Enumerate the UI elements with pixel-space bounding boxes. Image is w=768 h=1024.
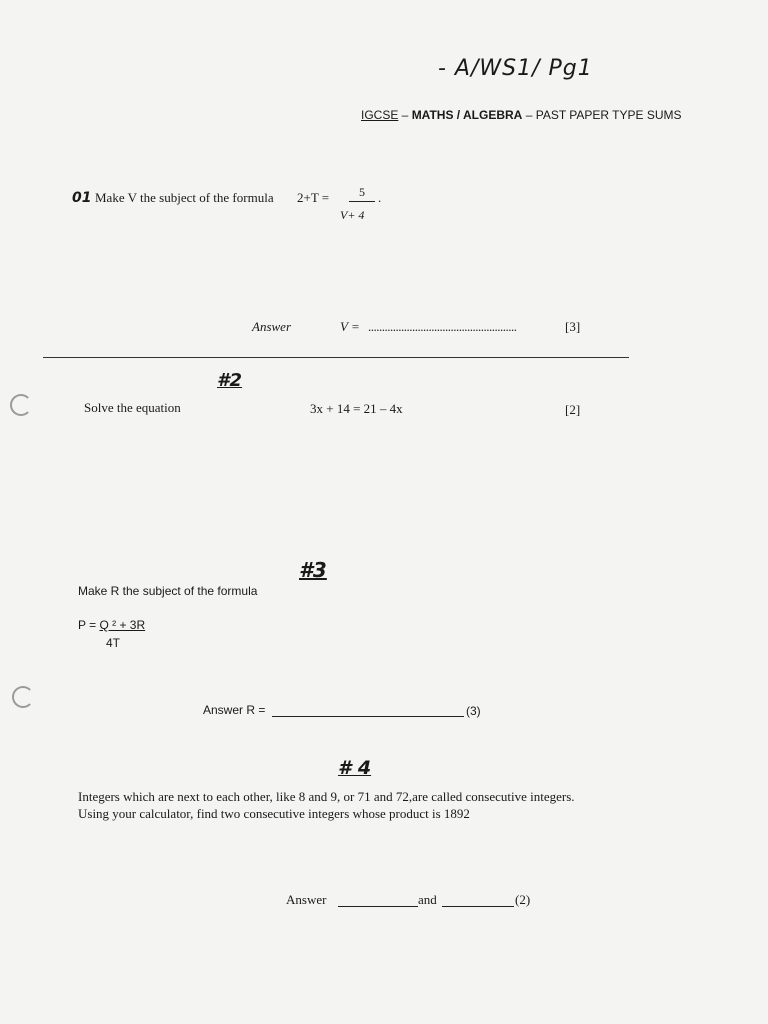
q4-answer-label: Answer bbox=[286, 892, 327, 907]
punch-hole-top bbox=[10, 394, 32, 416]
header-dash: – bbox=[398, 108, 412, 122]
page-code: - A/WS1/ Pg1 bbox=[438, 56, 593, 81]
header-igcse: IGCSE bbox=[361, 108, 399, 122]
q4-number: # 4 bbox=[338, 757, 372, 779]
q3-formula bbox=[78, 618, 145, 632]
q3-formula-numerator: Q ² + 3R bbox=[99, 618, 146, 632]
header-subject: MATHS / ALGEBRA bbox=[411, 108, 523, 122]
q3-answer-label: Answer R = bbox=[203, 703, 266, 717]
q3-formula-denominator: 4T bbox=[106, 636, 121, 650]
q1-number: 01 bbox=[72, 190, 92, 206]
q4-answer-field-1[interactable] bbox=[338, 906, 418, 907]
q1-fraction-denominator: V+ 4 bbox=[340, 208, 365, 222]
q4-text-line2: Using your calculator, find two consecutive integers whose product is 1892 bbox=[78, 806, 470, 821]
header-type: PAST PAPER TYPE SUMS bbox=[535, 108, 682, 122]
q3-number: #3 bbox=[299, 558, 327, 582]
q1-text: Make V the subject of the formula bbox=[95, 190, 274, 205]
q1-formula-end: . bbox=[378, 190, 382, 205]
q2-text: Solve the equation bbox=[84, 400, 181, 415]
q4-text-line1: Integers which are next to each other, like 8 and 9, or 71 and 72,are called consecutive integers. bbox=[78, 789, 575, 804]
q3-formula-lhs: P = bbox=[78, 618, 100, 632]
q1-answer-var: V = bbox=[340, 319, 360, 334]
q1-marks: [3] bbox=[565, 319, 581, 334]
q1-answer-label: Answer bbox=[252, 319, 291, 334]
q3-answer-field[interactable] bbox=[272, 716, 464, 717]
q2-number: #2 bbox=[217, 370, 243, 391]
q4-answer-and: and bbox=[418, 892, 437, 907]
q4-answer-field-2[interactable] bbox=[442, 906, 514, 907]
q2-equation: 3x + 14 = 21 – 4x bbox=[310, 401, 403, 416]
q3-text: Make R the subject of the formula bbox=[78, 584, 258, 598]
q3-marks: (3) bbox=[466, 704, 481, 718]
document-header bbox=[361, 108, 682, 122]
q4-marks: (2) bbox=[515, 892, 531, 907]
q1-fraction-numerator: 5 bbox=[349, 185, 375, 202]
q1-formula-lhs: 2+T = bbox=[297, 190, 330, 205]
header-dash: – bbox=[522, 108, 536, 122]
section-divider bbox=[43, 357, 629, 358]
q1-answer-field[interactable]: ...................................................... bbox=[368, 319, 517, 334]
punch-hole-bottom bbox=[12, 686, 34, 708]
q2-marks: [2] bbox=[565, 402, 581, 417]
